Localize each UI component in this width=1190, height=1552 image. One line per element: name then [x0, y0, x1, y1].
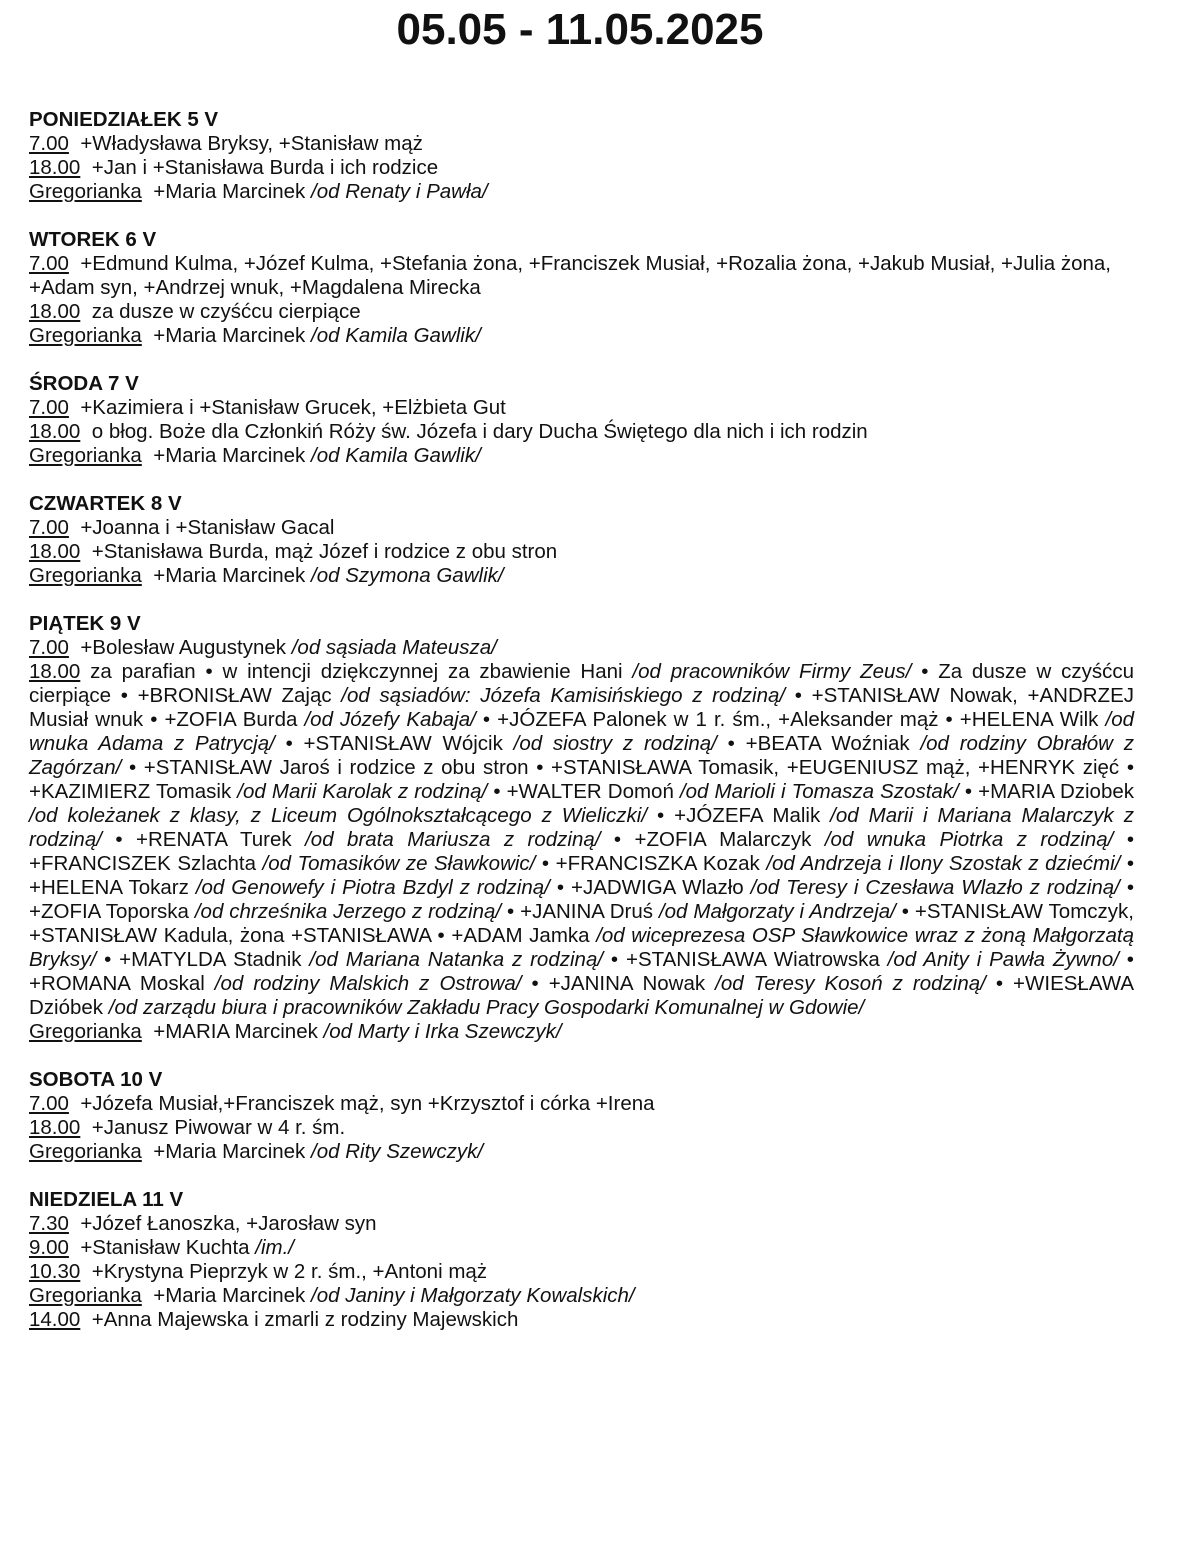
intention-entry: [29, 396, 1134, 420]
intention-note: /od Genowefy i Piotra Bzdyl z rodziną/: [195, 876, 550, 899]
intention-text: • +STANISŁAW Jaroś i rodzice z obu stron • +STANISŁAWA Tomasik, +EUGENIUSZ mąż, +HENRYK zięć • +KAZIMIERZ Tomasik: [29, 756, 1134, 803]
intention-text: +Władysława Bryksy, +Stanisław mąż: [80, 132, 423, 155]
intention-text: +Bolesław Augustynek: [80, 636, 287, 659]
intention-text: +Kazimiera i +Stanisław Grucek, +Elżbieta Gut: [80, 396, 506, 419]
intention-note: /od sąsiadów: Józefa Kamisińskiego z rodziną/: [341, 684, 786, 707]
intention-note: /od chrześnika Jerzego z rodziną/: [194, 900, 502, 923]
mass-time: 9.00: [29, 1236, 69, 1259]
intention-text: za parafian • w intencji dziękczynnej za zbawienie Hani: [80, 660, 633, 683]
day-header: ŚRODA 7 V: [29, 372, 139, 395]
day-header: PIĄTEK 9 V: [29, 612, 141, 635]
day-header: WTOREK 6 V: [29, 228, 157, 251]
intention-entry: [29, 180, 1134, 204]
mass-time: 18.00: [29, 300, 81, 323]
intention-text: • +RENATA Turek: [101, 828, 306, 851]
mass-time: Gregorianka: [29, 1020, 142, 1043]
intention-text: • +ROMANA Moskal: [29, 948, 1134, 995]
intention-text: • +JANINA Nowak: [521, 972, 716, 995]
intention-entry: [29, 1308, 1134, 1332]
intention-entry: [29, 1236, 1134, 1260]
intention-text: +Maria Marcinek: [153, 180, 306, 203]
day-section: [29, 492, 1134, 588]
mass-time: 7.00: [29, 252, 69, 275]
mass-time: 18.00: [29, 1116, 81, 1139]
intention-note: /od Mariana Natanka z rodziną/: [309, 948, 604, 971]
intention-note: /od Janiny i Małgorzaty Kowalskich/: [311, 1284, 635, 1307]
mass-time: 10.30: [29, 1260, 81, 1283]
mass-time: 7.00: [29, 636, 69, 659]
intention-note: /od Teresy i Czesława Wlazło z rodziną/: [750, 876, 1120, 899]
intention-entry: [29, 516, 1134, 540]
intention-note: /im./: [255, 1236, 294, 1259]
intention-entry: [29, 444, 1134, 468]
intention-entry: [29, 132, 1134, 156]
intention-note: /od Marioli i Tomasza Szostak/: [679, 780, 959, 803]
intention-text: +Stanisław Kuchta: [80, 1236, 250, 1259]
intention-text: +Józefa Musiał,+Franciszek mąż, syn +Krzysztof i córka +Irena: [80, 1092, 655, 1115]
day-section: [29, 1188, 1134, 1332]
intention-text: • +ZOFIA Malarczyk: [600, 828, 825, 851]
mass-time: 7.00: [29, 1092, 69, 1115]
mass-time: Gregorianka: [29, 1140, 142, 1163]
intention-note: /od zarządu biura i pracowników Zakładu Pracy Gospodarki Komunalnej w Gdowie/: [108, 996, 865, 1019]
mass-time: 18.00: [29, 420, 81, 443]
intention-text: +Maria Marcinek: [153, 444, 306, 467]
day-section: [29, 108, 1134, 204]
intention-note: /od Kamila Gawlik/: [311, 324, 481, 347]
intention-text: • +STANISŁAW Nowak, +ANDRZEJ Musiał wnuk • +ZOFIA Burda: [29, 684, 1134, 731]
intention-entry: [29, 1092, 1134, 1116]
intention-entry: [29, 1140, 1134, 1164]
intention-note: /od sąsiada Mateusza/: [291, 636, 497, 659]
day-header: PONIEDZIAŁEK 5 V: [29, 108, 219, 131]
intention-note: /od Kamila Gawlik/: [311, 444, 481, 467]
intention-text: +Anna Majewska i zmarli z rodziny Majewskich: [91, 1308, 519, 1331]
intention-text: +Janusz Piwowar w 4 r. śm.: [91, 1116, 346, 1139]
intention-note: /od koleżanek z klasy, z Liceum Ogólnokształcącego z Wieliczki/: [29, 804, 648, 827]
mass-time: Gregorianka: [29, 324, 142, 347]
intention-text: za dusze w czyśćcu cierpiące: [91, 300, 361, 323]
intention-text: +Krystyna Pieprzyk w 2 r. śm., +Antoni mąż: [91, 1260, 488, 1283]
intention-text: • Za dusze w czyśćcu cierpiące • +BRONISŁAW Zając: [29, 660, 1134, 707]
intention-text: • +BEATA Woźniak: [716, 732, 921, 755]
intention-text: • +JÓZEFA Palonek w 1 r. śm., +Aleksander mąż • +HELENA Wilk: [475, 708, 1106, 731]
intention-note: /od Marty i Irka Szewczyk/: [323, 1020, 562, 1043]
intention-text: • +ZOFIA Toporska: [29, 876, 1135, 923]
intention-entry: [29, 1260, 1134, 1284]
intention-entry: [29, 564, 1134, 588]
intention-text: • +JADWIGA Wlazło: [549, 876, 751, 899]
intention-text: +MARIA Marcinek: [153, 1020, 318, 1043]
intention-note: /od wnuka Adama z Patrycją/: [29, 708, 1134, 755]
intention-entry: [29, 1020, 1134, 1044]
intention-text: +Maria Marcinek: [153, 324, 306, 347]
intention-text: +Józef Łanoszka, +Jarosław syn: [80, 1212, 377, 1235]
intention-entry: [29, 156, 1134, 180]
intention-entry: [29, 540, 1134, 564]
intention-entry: [29, 324, 1134, 348]
intention-entry: [29, 252, 1134, 300]
mass-time: 18.00: [29, 540, 81, 563]
mass-time: Gregorianka: [29, 180, 142, 203]
intention-note: /od wiceprezesa OSP Sławkowice wraz z żoną Małgorzatą Bryksy/: [29, 924, 1134, 971]
mass-time: 7.00: [29, 396, 69, 419]
mass-time: 18.00: [29, 660, 81, 683]
intention-text: • +STANISŁAW Tomczyk, +STANISŁAW Kadula, żona +STANISŁAWA • +ADAM Jamka: [29, 900, 1134, 947]
intention-note: /od Anity i Pawła Żywno/: [887, 948, 1119, 971]
intention-note: /od pracowników Firmy Zeus/: [632, 660, 912, 683]
intention-text: • +STANISŁAWA Wiatrowska: [603, 948, 888, 971]
intention-text: • +JANINA Druś: [501, 900, 659, 923]
intention-text: +Maria Marcinek: [153, 1284, 306, 1307]
mass-time: Gregorianka: [29, 564, 142, 587]
intention-note: /od Rity Szewczyk/: [311, 1140, 484, 1163]
intention-entry: [29, 1212, 1134, 1236]
intention-entry: [29, 420, 1134, 444]
intention-entry: [29, 1284, 1134, 1308]
intention-note: /od rodziny Malskich z Ostrowa/: [214, 972, 522, 995]
mass-time: 7.00: [29, 516, 69, 539]
intention-text: • +HELENA Tokarz: [29, 852, 1135, 899]
mass-time: Gregorianka: [29, 1284, 142, 1307]
intention-entry: [29, 1116, 1134, 1140]
intention-text: +Stanisława Burda, mąż Józef i rodzice z obu stron: [91, 540, 558, 563]
intention-text: o błog. Boże dla Członkiń Róży św. Józefa i dary Ducha Świętego dla nich i ich rodzin: [91, 420, 868, 443]
intention-note: /od Marii i Mariana Malarczyk z rodziną/: [29, 804, 1134, 851]
mass-time: Gregorianka: [29, 444, 142, 467]
day-header: NIEDZIELA 11 V: [29, 1188, 184, 1211]
intention-text: • +STANISŁAW Wójcik: [274, 732, 514, 755]
day-section: [29, 1068, 1134, 1164]
intention-text: +Joanna i +Stanisław Gacal: [80, 516, 335, 539]
intention-text: • +JÓZEFA Malik: [647, 804, 831, 827]
page-title: 05.05 - 11.05.2025: [396, 5, 764, 54]
mass-time: 7.00: [29, 132, 69, 155]
intention-note: /od Renaty i Pawła/: [311, 180, 488, 203]
intention-note: /od wnuka Piotrka z rodziną/: [824, 828, 1114, 851]
intention-text: +Edmund Kulma, +Józef Kulma, +Stefania żona, +Franciszek Musiał, +Rozalia żona, +Jakub Musiał, +Julia żona, +Adam syn, +Andrzej wnuk, +Magdalena Mirecka: [29, 252, 1111, 299]
intention-note: /od Teresy Kosoń z rodziną/: [715, 972, 986, 995]
intention-note: /od brata Mariusza z rodziną/: [305, 828, 601, 851]
intention-text: • +MATYLDA Stadnik: [96, 948, 310, 971]
intention-note: /od rodziny Obrałów z Zagórzan/: [29, 732, 1134, 779]
intention-text: +Maria Marcinek: [153, 1140, 306, 1163]
day-section: [29, 228, 1134, 348]
intention-entry: [29, 636, 1134, 660]
mass-intentions-list: [29, 108, 1134, 1356]
mass-time: 14.00: [29, 1308, 81, 1331]
day-section: [29, 372, 1134, 468]
intention-text: • +MARIA Dziobek: [958, 780, 1135, 803]
intention-note: /od siostry z rodziną/: [513, 732, 717, 755]
intention-note: /od Andrzeja i Ilony Szostak z dziećmi/: [766, 852, 1121, 875]
day-header: CZWARTEK 8 V: [29, 492, 182, 515]
intention-note: /od Józefy Kabaja/: [304, 708, 476, 731]
intention-note: /od Małgorzaty i Andrzeja/: [658, 900, 896, 923]
day-section: [29, 612, 1134, 1044]
intention-note: /od Tomasików ze Sławkowic/: [262, 852, 536, 875]
mass-time: 18.00: [29, 156, 81, 179]
intention-text: • +WALTER Domoń: [487, 780, 680, 803]
intention-text: • +FRANCISZKA Kozak: [535, 852, 767, 875]
mass-time: 7.30: [29, 1212, 69, 1235]
intention-entry: [29, 300, 1134, 324]
intention-text: • +FRANCISZEK Szlachta: [29, 828, 1134, 875]
intention-text: +Maria Marcinek: [153, 564, 306, 587]
intention-text: • +WIESŁAWA Dzióbek: [29, 972, 1134, 1019]
intention-note: /od Marii Karolak z rodziną/: [237, 780, 488, 803]
intention-text: +Jan i +Stanisława Burda i ich rodzice: [91, 156, 439, 179]
intention-entry: [29, 660, 1134, 1020]
day-header: SOBOTA 10 V: [29, 1068, 163, 1091]
intention-note: /od Szymona Gawlik/: [311, 564, 504, 587]
